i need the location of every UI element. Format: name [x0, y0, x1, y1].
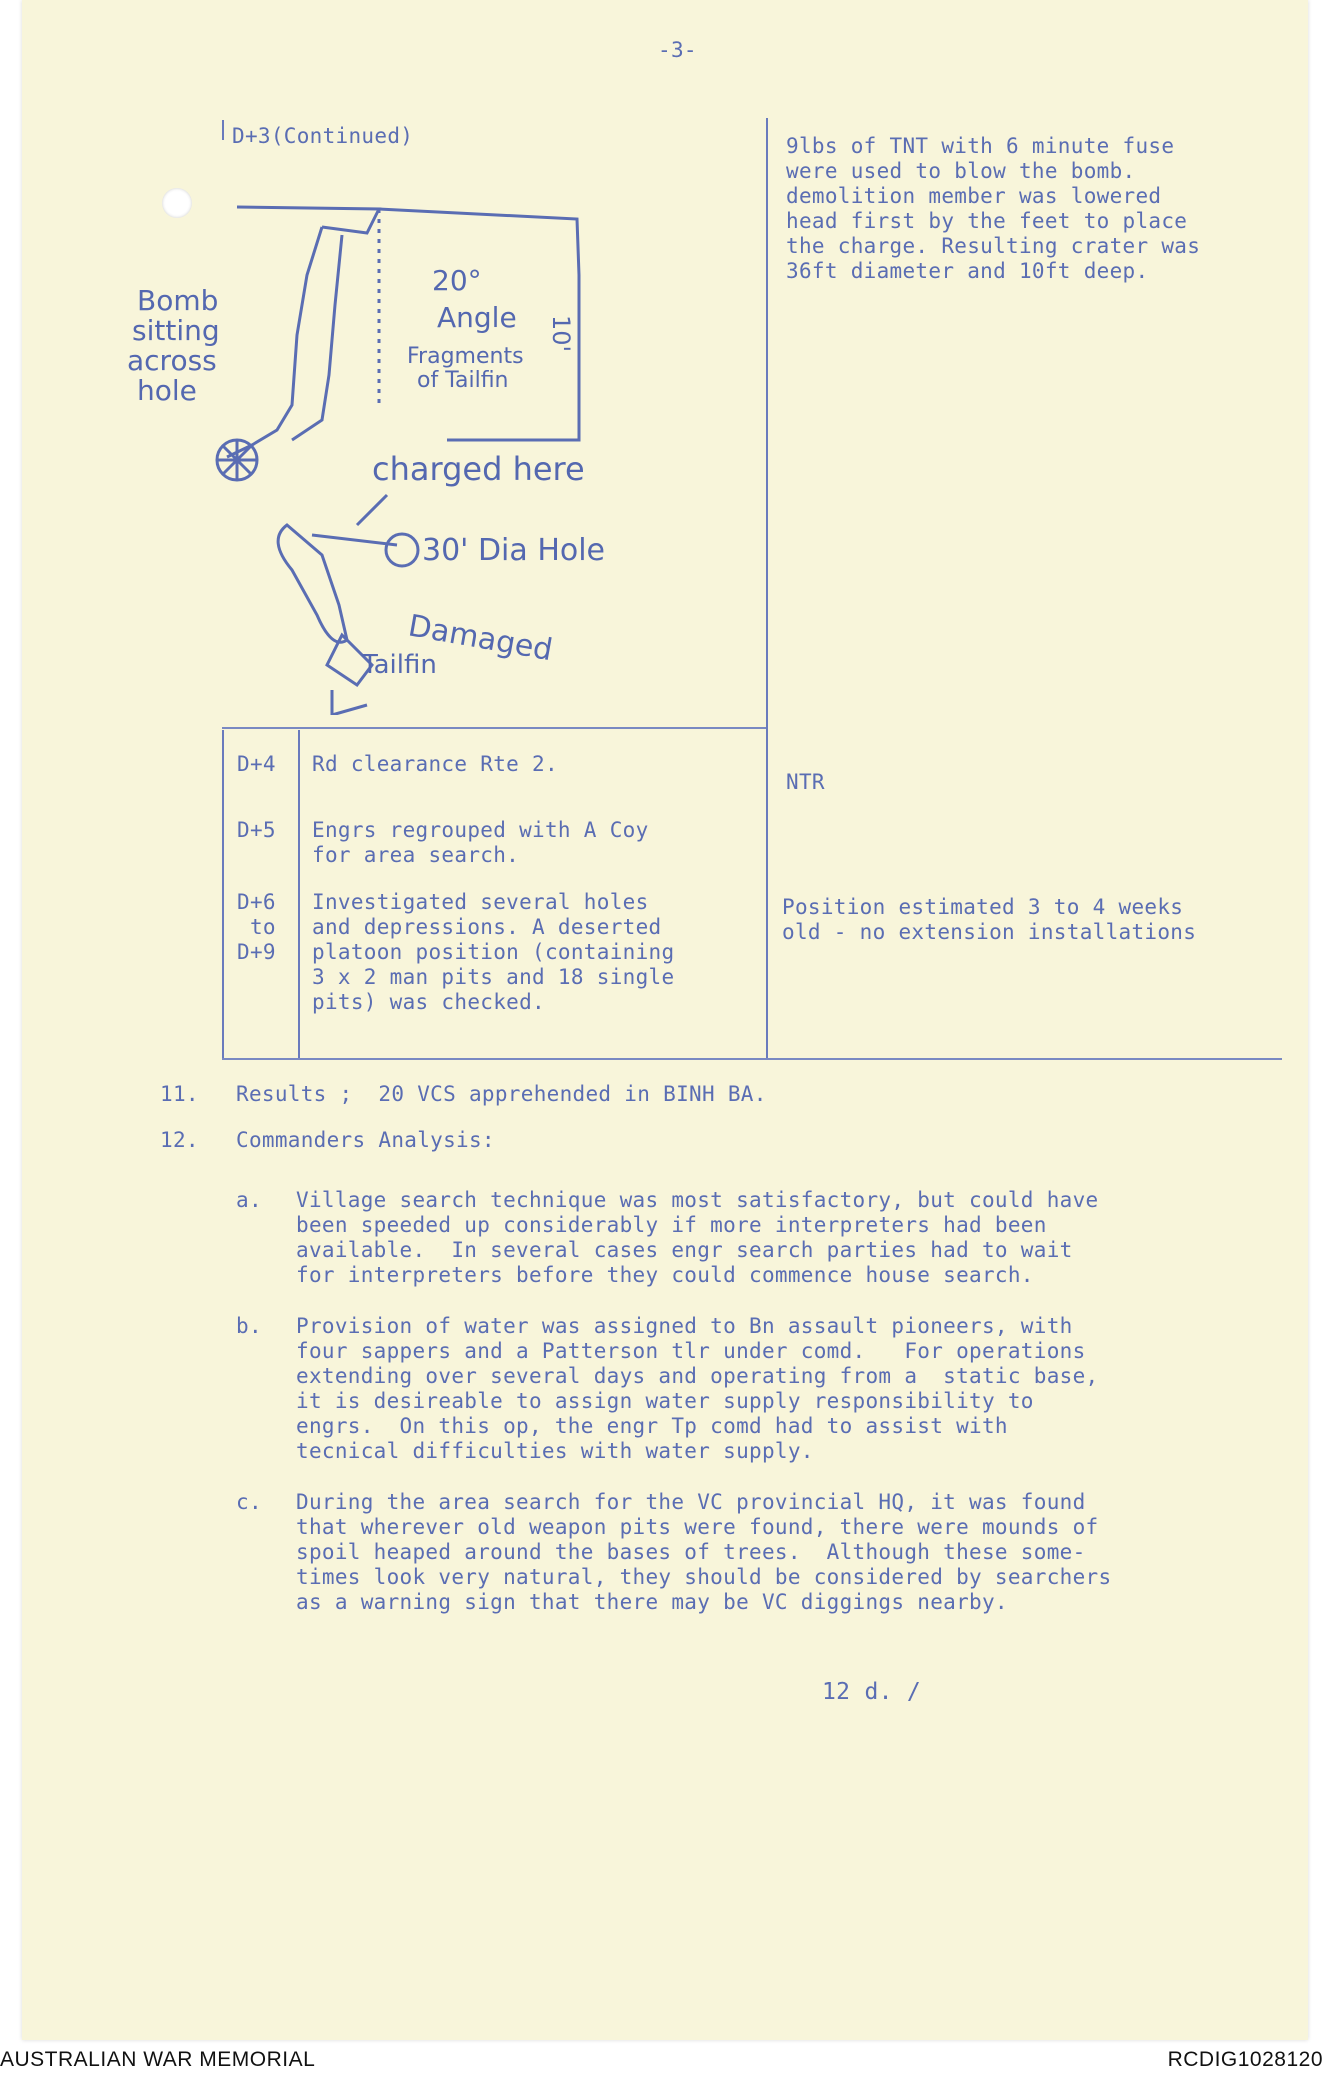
- sketch-depth-label: 10': [547, 315, 575, 353]
- bomb-crater-sketch: [117, 195, 637, 715]
- footer-id: RCDIG1028120: [1167, 2048, 1323, 2071]
- desc-line: pits) was checked.: [312, 990, 545, 1014]
- table-mid-rule: [766, 118, 768, 1060]
- para-line: During the area search for the VC provincial HQ, it was found: [296, 1490, 1086, 1514]
- sketch-surface-line: [237, 207, 379, 233]
- sketch-tailfin-label-2: Tailfin: [362, 650, 437, 680]
- para-line: for interpreters before they could commence house search.: [296, 1263, 1034, 1287]
- sketch-charge-circle: [386, 534, 418, 566]
- item-12-number: 12.: [160, 1128, 199, 1152]
- row-remark-d6-d9: [782, 895, 1196, 945]
- remark-line: were used to blow the bomb.: [786, 159, 1136, 183]
- remark-line: the charge. Resulting crater was: [786, 234, 1201, 258]
- sketch-bomb-label-1: Bomb: [137, 284, 219, 317]
- para-a-label: a.: [236, 1188, 262, 1212]
- desc-line: 3 x 2 man pits and 18 single: [312, 965, 675, 989]
- sketch-bomb-label-2: sitting: [132, 314, 220, 347]
- remark-line: demolition member was lowered: [786, 184, 1162, 208]
- sketch-tailfin-label-1: Damaged: [405, 608, 556, 669]
- sketch-bomb-label-3: across: [127, 344, 217, 377]
- row-desc-d5: [312, 818, 649, 868]
- bomb-remarks: [786, 134, 1200, 284]
- table-left-rule: [222, 730, 224, 1060]
- para-line: it is desireable to assign water supply responsibility to: [296, 1389, 1034, 1413]
- remark-line: Position estimated 3 to 4 weeks: [782, 895, 1184, 919]
- row-desc-d6-d9: [312, 890, 674, 1015]
- para-line: as a warning sign that there may be VC diggings nearby.: [296, 1590, 1008, 1614]
- para-line: engrs. On this op, the engr Tp comd had to assist with: [296, 1414, 1008, 1438]
- continued-header: D+3(Continued): [232, 124, 414, 148]
- table-bottom-rule: [222, 1058, 1282, 1060]
- row-day-d6-d9: [237, 890, 276, 965]
- para-line: available. In several cases engr search parties had to wait: [296, 1238, 1073, 1262]
- para-c-label: c.: [236, 1490, 262, 1514]
- sketch-charged-label: charged here: [372, 450, 585, 488]
- item-11-text: Results ; 20 VCS apprehended in BINH BA.: [236, 1082, 767, 1106]
- item-11-number: 11.: [160, 1082, 199, 1106]
- day-line: D+6: [237, 890, 276, 914]
- para-line: Provision of water was assigned to Bn assault pioneers, with: [296, 1314, 1073, 1338]
- sketch-hole-wall-inner: [292, 235, 342, 440]
- table-row-rule: [222, 727, 766, 729]
- sketch-fragments-label-1: Fragments: [407, 344, 524, 369]
- sketch-angle-degrees: 20°: [432, 264, 482, 297]
- day-line: to: [237, 915, 276, 939]
- sketch-bomb-fins: [217, 440, 257, 480]
- document-page: [22, 0, 1308, 2040]
- sketch-tailfin-body: [278, 525, 347, 642]
- sketch-hole-wall-left: [227, 227, 322, 457]
- table-day-rule: [298, 730, 300, 1060]
- sketch-fragments-label-2: of Tailfin: [417, 368, 509, 393]
- table-left-rule-top: [222, 120, 224, 140]
- para-line: times look very natural, they should be considered by searchers: [296, 1565, 1112, 1589]
- sketch-pointer-lines: [312, 495, 397, 545]
- desc-line: and depressions. A deserted: [312, 915, 662, 939]
- desc-line: Investigated several holes: [312, 890, 649, 914]
- para-line: that wherever old weapon pits were found, there were mounds of: [296, 1515, 1099, 1539]
- continuation-marker: 12 d. /: [822, 1679, 922, 1705]
- remark-line: head first by the feet to place: [786, 209, 1188, 233]
- desc-line: Engrs regrouped with A Coy: [312, 818, 649, 842]
- row-remark-d4: NTR: [786, 770, 825, 794]
- sketch-bomb-label-4: hole: [137, 374, 197, 407]
- day-line: D+9: [237, 940, 276, 964]
- row-day-d4: D+4: [237, 752, 276, 776]
- para-line: Village search technique was most satisfactory, but could have: [296, 1188, 1099, 1212]
- remark-line: 9lbs of TNT with 6 minute fuse: [786, 134, 1175, 158]
- footer-source: AUSTRALIAN WAR MEMORIAL: [0, 2048, 316, 2071]
- para-line: four sappers and a Patterson tlr under comd. For operations: [296, 1339, 1086, 1363]
- desc-line: for area search.: [312, 843, 520, 867]
- para-line: tecnical difficulties with water supply.: [296, 1439, 814, 1463]
- para-c-text: [296, 1490, 1111, 1615]
- remark-line: 36ft diameter and 10ft deep.: [786, 259, 1149, 283]
- para-line: extending over several days and operating from a static base,: [296, 1364, 1099, 1388]
- para-line: been speeded up considerably if more interpreters had been: [296, 1213, 1047, 1237]
- row-day-d5: D+5: [237, 818, 276, 842]
- sketch-hole-label: 30' Dia Hole: [422, 533, 606, 568]
- row-desc-d4: Rd clearance Rte 2.: [312, 752, 558, 776]
- desc-line: platoon position (containing: [312, 940, 675, 964]
- para-b-text: [296, 1314, 1098, 1464]
- sketch-angle-label: Angle: [437, 301, 517, 334]
- item-12-text: Commanders Analysis:: [236, 1128, 495, 1152]
- para-b-label: b.: [236, 1314, 262, 1338]
- remark-line: old - no extension installations: [782, 920, 1197, 944]
- page-number: -3-: [658, 38, 697, 62]
- para-a-text: [296, 1188, 1098, 1288]
- para-line: spoil heaped around the bases of trees. Although these some-: [296, 1540, 1086, 1564]
- sketch-tailfin-arrow: [332, 690, 367, 715]
